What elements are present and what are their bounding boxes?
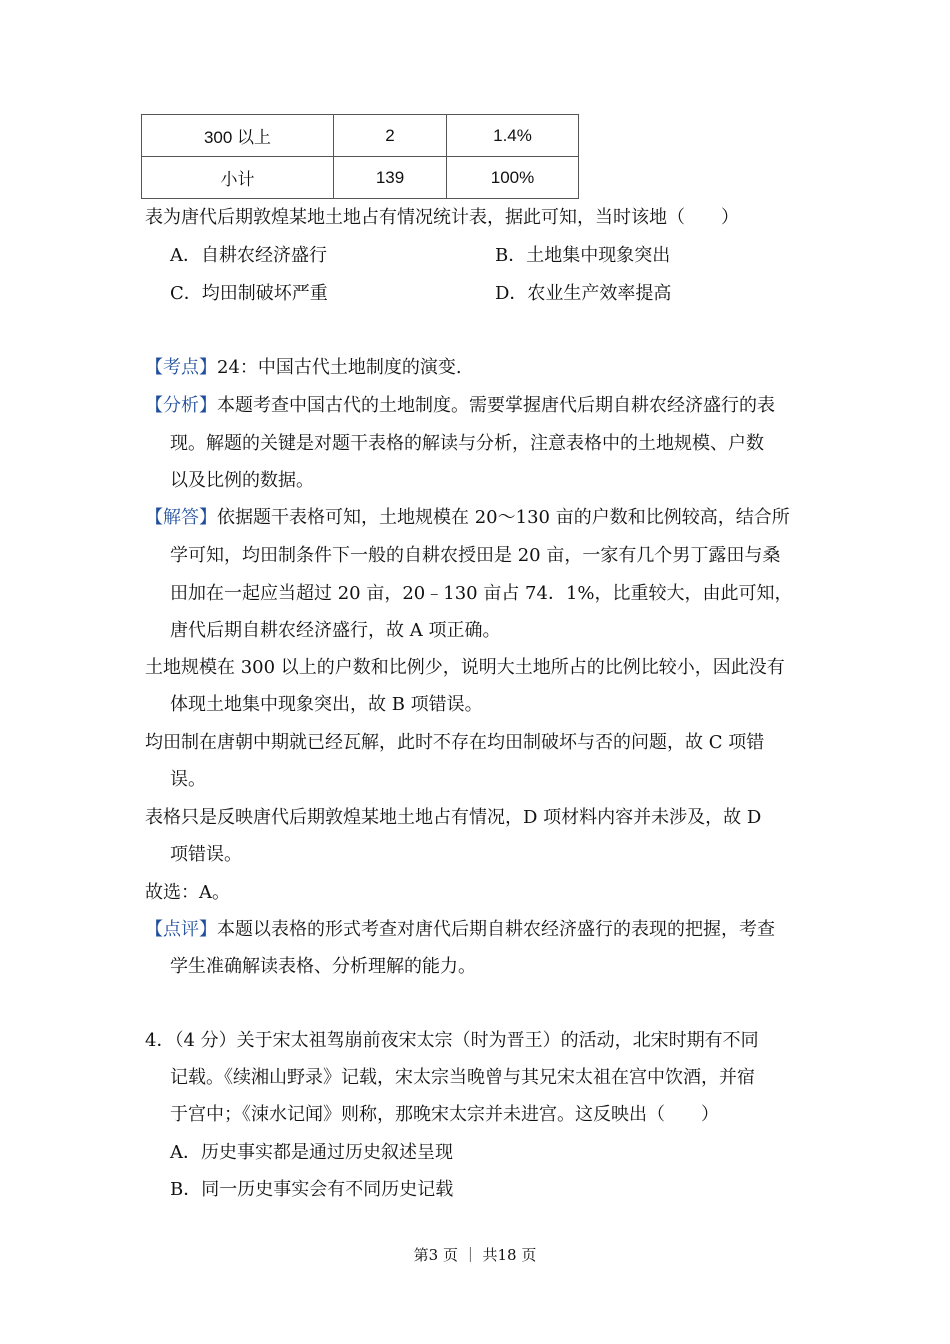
- option-d: D．农业生产效率提高: [495, 283, 672, 304]
- dianping-text: 学生准确解读表格、分析理解的能力。: [170, 956, 476, 977]
- question-4-stem: 于宫中；《涑水记闻》则称，那晚宋太宗并未进宫。这反映出（ ）: [170, 1104, 719, 1125]
- kaodian-text: 24：中国古代土地制度的演变.: [217, 357, 462, 378]
- jieda-tag: 【解答】: [145, 507, 217, 528]
- fenxi-text: 本题考查中国古代的土地制度。需要掌握唐代后期自耕农经济盛行的表: [217, 395, 775, 416]
- dianping-line: [145, 918, 775, 942]
- fenxi-tag: 【分析】: [145, 395, 217, 416]
- fenxi-line: [145, 394, 775, 418]
- table-row: [142, 157, 579, 199]
- fenxi-text: 以及比例的数据。: [170, 470, 314, 491]
- option-a: A．自耕农经济盛行: [170, 245, 327, 266]
- option-b: B．土地集中现象突出: [495, 245, 671, 266]
- jieda-text: 依据题干表格可知，土地规模在 20～130 亩的户数和比例较高，结合所: [217, 507, 790, 528]
- paragraph-d: 项错误。: [170, 844, 242, 865]
- table-row: [142, 115, 579, 157]
- table-cell: 2: [334, 115, 447, 157]
- table-cell: 139: [334, 157, 447, 199]
- table-cell: 小计: [142, 157, 334, 199]
- page-footer: 第3 页 ｜ 共18 页: [413, 1246, 537, 1264]
- paragraph-c: 误。: [170, 769, 206, 790]
- dianping-tag: 【点评】: [145, 919, 217, 940]
- kaodian-line: [145, 356, 462, 380]
- q4-option-a: A．历史事实都是通过历史叙述呈现: [170, 1142, 453, 1163]
- jieda-text: 学可知，均田制条件下一般的自耕农授田是 20 亩，一家有几个男丁露田与桑: [170, 545, 781, 566]
- jieda-text: 唐代后期自耕农经济盛行，故 A 项正确。: [170, 620, 501, 641]
- q4-option-b: B．同一历史事实会有不同历史记载: [170, 1179, 454, 1200]
- jieda-line: [145, 506, 790, 530]
- paragraph-c: 均田制在唐朝中期就已经瓦解，此时不存在均田制破坏与否的问题，故 C 项错: [145, 732, 765, 753]
- kaodian-tag: 【考点】: [145, 357, 217, 378]
- paragraph-d: 表格只是反映唐代后期敦煌某地土地占有情况，D 项材料内容并未涉及，故 D: [145, 807, 762, 828]
- fenxi-text: 现。解题的关键是对题干表格的解读与分析，注意表格中的土地规模、户数: [170, 433, 764, 454]
- dianping-text: 本题以表格的形式考查对唐代后期自耕农经济盛行的表现的把握，考查: [217, 919, 775, 940]
- land-stats-table: [141, 114, 579, 199]
- table-cell: 1.4%: [447, 115, 579, 157]
- paragraph-b: 体现土地集中现象突出，故 B 项错误。: [170, 694, 483, 715]
- option-c: C．均田制破坏严重: [170, 283, 328, 304]
- question-stem: 表为唐代后期敦煌某地土地占有情况统计表，据此可知，当时该地（ ）: [145, 207, 739, 228]
- answer-choice: 故选：A。: [145, 882, 230, 903]
- table-cell: 100%: [447, 157, 579, 199]
- paragraph-b: 土地规模在 300 以上的户数和比例少，说明大土地所占的比例比较小，因此没有: [145, 657, 785, 678]
- table-cell: 300 以上: [142, 115, 334, 157]
- question-4-stem: 4．（4 分）关于宋太祖驾崩前夜宋太宗（时为晋王）的活动，北宋时期有不同: [145, 1030, 759, 1051]
- question-4-stem: 记载。《续湘山野录》记载，宋太宗当晚曾与其兄宋太祖在宫中饮酒，并宿: [170, 1067, 755, 1088]
- jieda-text: 田加在一起应当超过 20 亩，20﹣130 亩占 74．1%，比重较大，由此可知，: [170, 583, 793, 604]
